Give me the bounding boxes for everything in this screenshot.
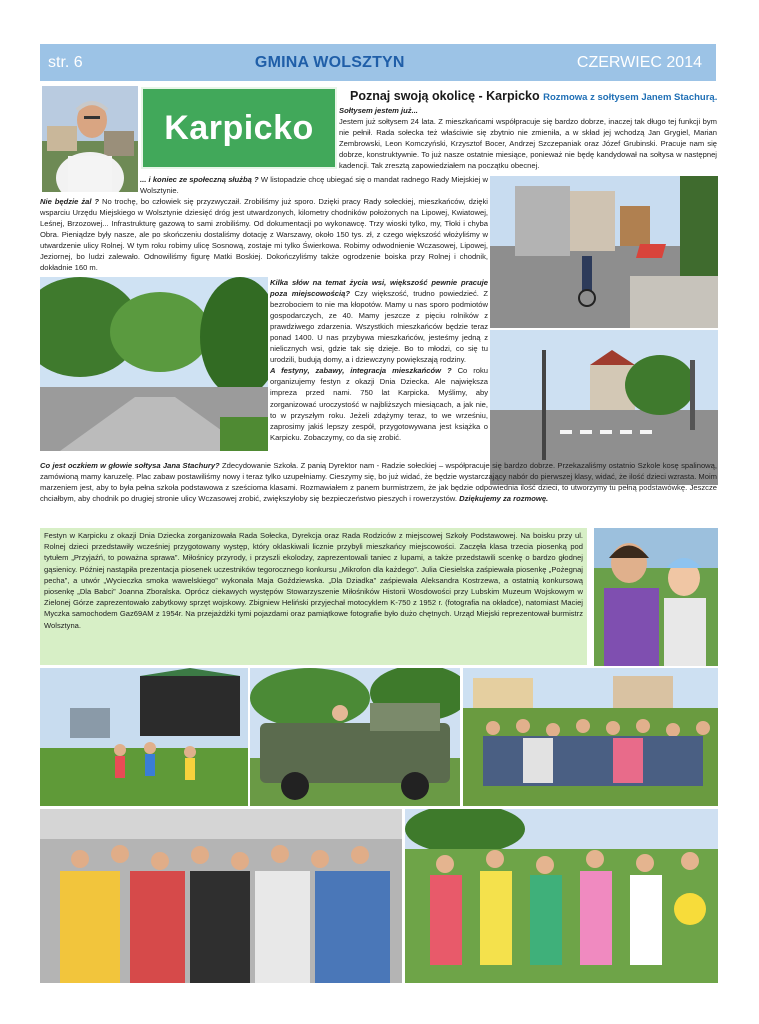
answer-1: Jestem już sołtysem 24 lata. Z mieszkańcami współpracuje się bardzo dobrze, inaczej tak długo tej funkcji bym nie pełnił. Rada sołecka też właściwie się zbytnio nie zmieniła, a w skład jej wchodzą Jan Grygiel, Marian Zembrowski, Leon Komczyński, Krzysztof Bocer, Andrzej Szczepaniak oraz Józef Grubinski. Pracuje nam się dobrze, konstruktywnie. To już nasze ostatnie miesiące, ponieważ nie będę kandydował na sołtysa w następnej kadencji. Tak zresztą zapowiedziałem na początku obecnej. <box>339 117 717 171</box>
answer-4: Czy większość, trudno powiedzieć. Z bezrobociem to nie ma kłopotów. Mamy u nas sporo podmiotów gospodarczych, ze 40. Mamy jeszcze z pięciu rolników z prawdziwego zdarzenia. Wszystkich mieszkańców będzie teraz ponad 1400. U nas przybywa mieszkańców, jesteśmy jedną z nielicznych wsi, gdzie tak się dzieje. Bo to młodzi, co się tu urodzili, budują domy, a i dziewczyny powiększają rodziny. <box>270 289 488 365</box>
article-q6-block <box>40 460 717 526</box>
question-1: Sołtysem jestem już... <box>339 106 418 115</box>
issue-date: CZERWIEC 2014 <box>576 53 702 71</box>
answer-6: Zdecydowanie Szkoła. Z panią Dyrektor nam - Radzie sołeckiej – współpracuje się bardzo dobrze. Przekazaliśmy ostatnio Szkole kosę spalinową, zamówioną mamy karuzelę. Plac zabaw postawiliśmy nowy i teraz tylko uzupełniamy. Cieszymy się, bo już widać, że będzie wystarczający nabór do pierwszej klasy, widać, że ilość dzieci wzrasta. Moim marzeniem jest, aby to była pełna szkoła podstawowa z sześcioma klasami. Rozmawiałem z panem burmistrzem, że jak będzie odpowiednia ilość dzieci, to utworzymy tu pełną podstawówkę. Jeszcze chciałbym, aby chodnik po drugiej stronie ulicy Wczasowej zrobić, zwiększyłoby się bezpieczeństwo pieszych i rowerzystów. <box>40 461 717 504</box>
mother-child-photo <box>594 528 718 666</box>
question-2: ... i koniec ze społeczną służbą ? <box>140 175 259 184</box>
tree-lined-road-photo <box>40 277 268 451</box>
portrait-photo <box>42 86 138 192</box>
thanks-note: Dziękujemy za rozmowę. <box>459 494 549 504</box>
question-3: Nie będzie żal ? <box>40 197 100 206</box>
article-q4-q5-block <box>270 277 488 456</box>
question-4: Kilka słów na temat życia wsi, większość pewnie pracuje poza miejscowością? <box>270 278 488 299</box>
stage-performance-photo <box>40 668 248 806</box>
article-intro <box>339 105 717 175</box>
audience-crowd-photo <box>463 668 718 806</box>
answer-2: W listopadzie chcę ubiegać się o mandat radnego Rady Miejskiej w Wolsztynie. <box>140 175 488 196</box>
question-5: A festyny, zabawy, integracja mieszkańców ? <box>270 366 452 376</box>
girls-dancing-photo <box>405 809 718 983</box>
families-crowd-photo <box>40 809 402 983</box>
question-6: Co jest oczkiem w głowie sołtysa Jana Stachury? <box>40 461 220 470</box>
article-q2-block <box>140 174 488 196</box>
festyn-text: Festyn w Karpicku z okazji Dnia Dziecka zorganizowała Rada Sołecka, Dyrekcja oraz Rada Rodziców z miejscowej Szkoły Podstawowej. Na boisku przy ul. Rolnej dzieci przedstawiły wcześniej przygotowany występ, który oklaskiwali licznie przybyli mieszkańcy miejscowości. Zaczęła klasa trzecia piosenką pod tytułem „Przyjaźń, to poważna sprawa”. Miłośnicy przyrody, i przyszli ekolodzy, zaprezentowali taniec z lupami, a także przedstawili scenkę o bardzo głodnej gąsienicy. Później nastąpiła prezentacja piosenek uczestników tegorocznego konkursu „Mikrofon dla każdego”. Julia Ciesielska zaśpiewała piosenkę „Pożegnaj pecha”, a utwór „Wycieczka smoka wawelskiego” wykonała Maja Goździewska. „Dla Dziadka” zaśpiewała Aleksandra Kostrzewa, a ostatnią konkursową piosenkę „Dla Babci” Joanna Zboralska. Oprócz ciekawych występów Stowarzyszenie Miłośników Historii Wosdowości przy Lubskim Muzeum Wojskowym w Zielonej Górze zaprezentowało zabytkowy sprzęt wojskowy. Zbigniew Heliński przyjechał motocyklem K-750 z 1952 r. (fotografia na okładce), natomiast Maciej Myczka samochodem Gaz69AM z 1954r. Na przejażdżki tymi pojazdami oraz pamiątkowe fotografie było dużo chętnych. Urząd Miejski reprezentował burmistrz Wolsztyna. <box>44 531 583 630</box>
answer-3: No trochę, bo człowiek się przyzwyczaił. Zrobiliśmy już sporo. Dzięki pracy Rady sołeckiej, mieszkańców, dzięki wsparciu Urzędu Miejskiego w Wolsztynie dziesięć dróg jest utwardzonych, kilometry chodników położonych na Lipowej, Kwiatowej, Leśnej, Brzozowej... Infrastrukturę gazową to sami zrobiliśmy. Od dokumentacji po wykonawcę. Trzy wioski tylko, my, Tłoki i chyba Obra. Pieniądze były nasze, ale po skończeniu dostaliśmy dotację z Warszawy, około 150 tys. zł, z czego większość włożyliśmy w utwardzenie ulicy Rolnej. W tym roku robimy ulicę Sosnową, zostaje mi tylko Świerkowa. Robimy odwodnienie Wczasowej, Lipowej, Jeziornej, bo ludzi zalewało. Odnowiliśmy figurę Matki Boskiej. Dokończyliśmy także ogrodzenie boiska przy Rolnej i chodnik, dokładnie 160 m. <box>40 197 488 273</box>
article-q3-block <box>40 196 488 274</box>
headline-subtitle: Rozmowa z sołtysem Janem Stachurą. <box>543 92 718 103</box>
page-header <box>40 44 716 81</box>
street-cyclist-photo <box>490 176 718 328</box>
military-jeep-photo <box>250 668 460 806</box>
headline-title: Poznaj swoją okolicę - Karpicko <box>350 89 540 103</box>
newspaper-title: GMINA WOLSZTYN <box>254 53 405 71</box>
page-number: str. 6 <box>48 53 83 71</box>
answer-5: Co roku organizujemy festyn z okazji Dnia Dziecka. Ale największa impreza przed nami. 750 lat Karpicka. Myślimy, aby zorganizować uroczystość w najbliższych miesiącach, a jak nie, to w przyszłym roku. Jeżeli zdążymy teraz, to we wrześniu, zaprosimy jakiś lepszy zespół, przygotowywana jest książka o Karpicku. Zobaczymy, co da się zrobić. <box>270 366 488 442</box>
sign-text: Karpicko <box>164 108 314 147</box>
festyn-report <box>40 528 587 665</box>
karpicko-village-sign <box>141 87 337 169</box>
article-headline <box>350 89 720 103</box>
